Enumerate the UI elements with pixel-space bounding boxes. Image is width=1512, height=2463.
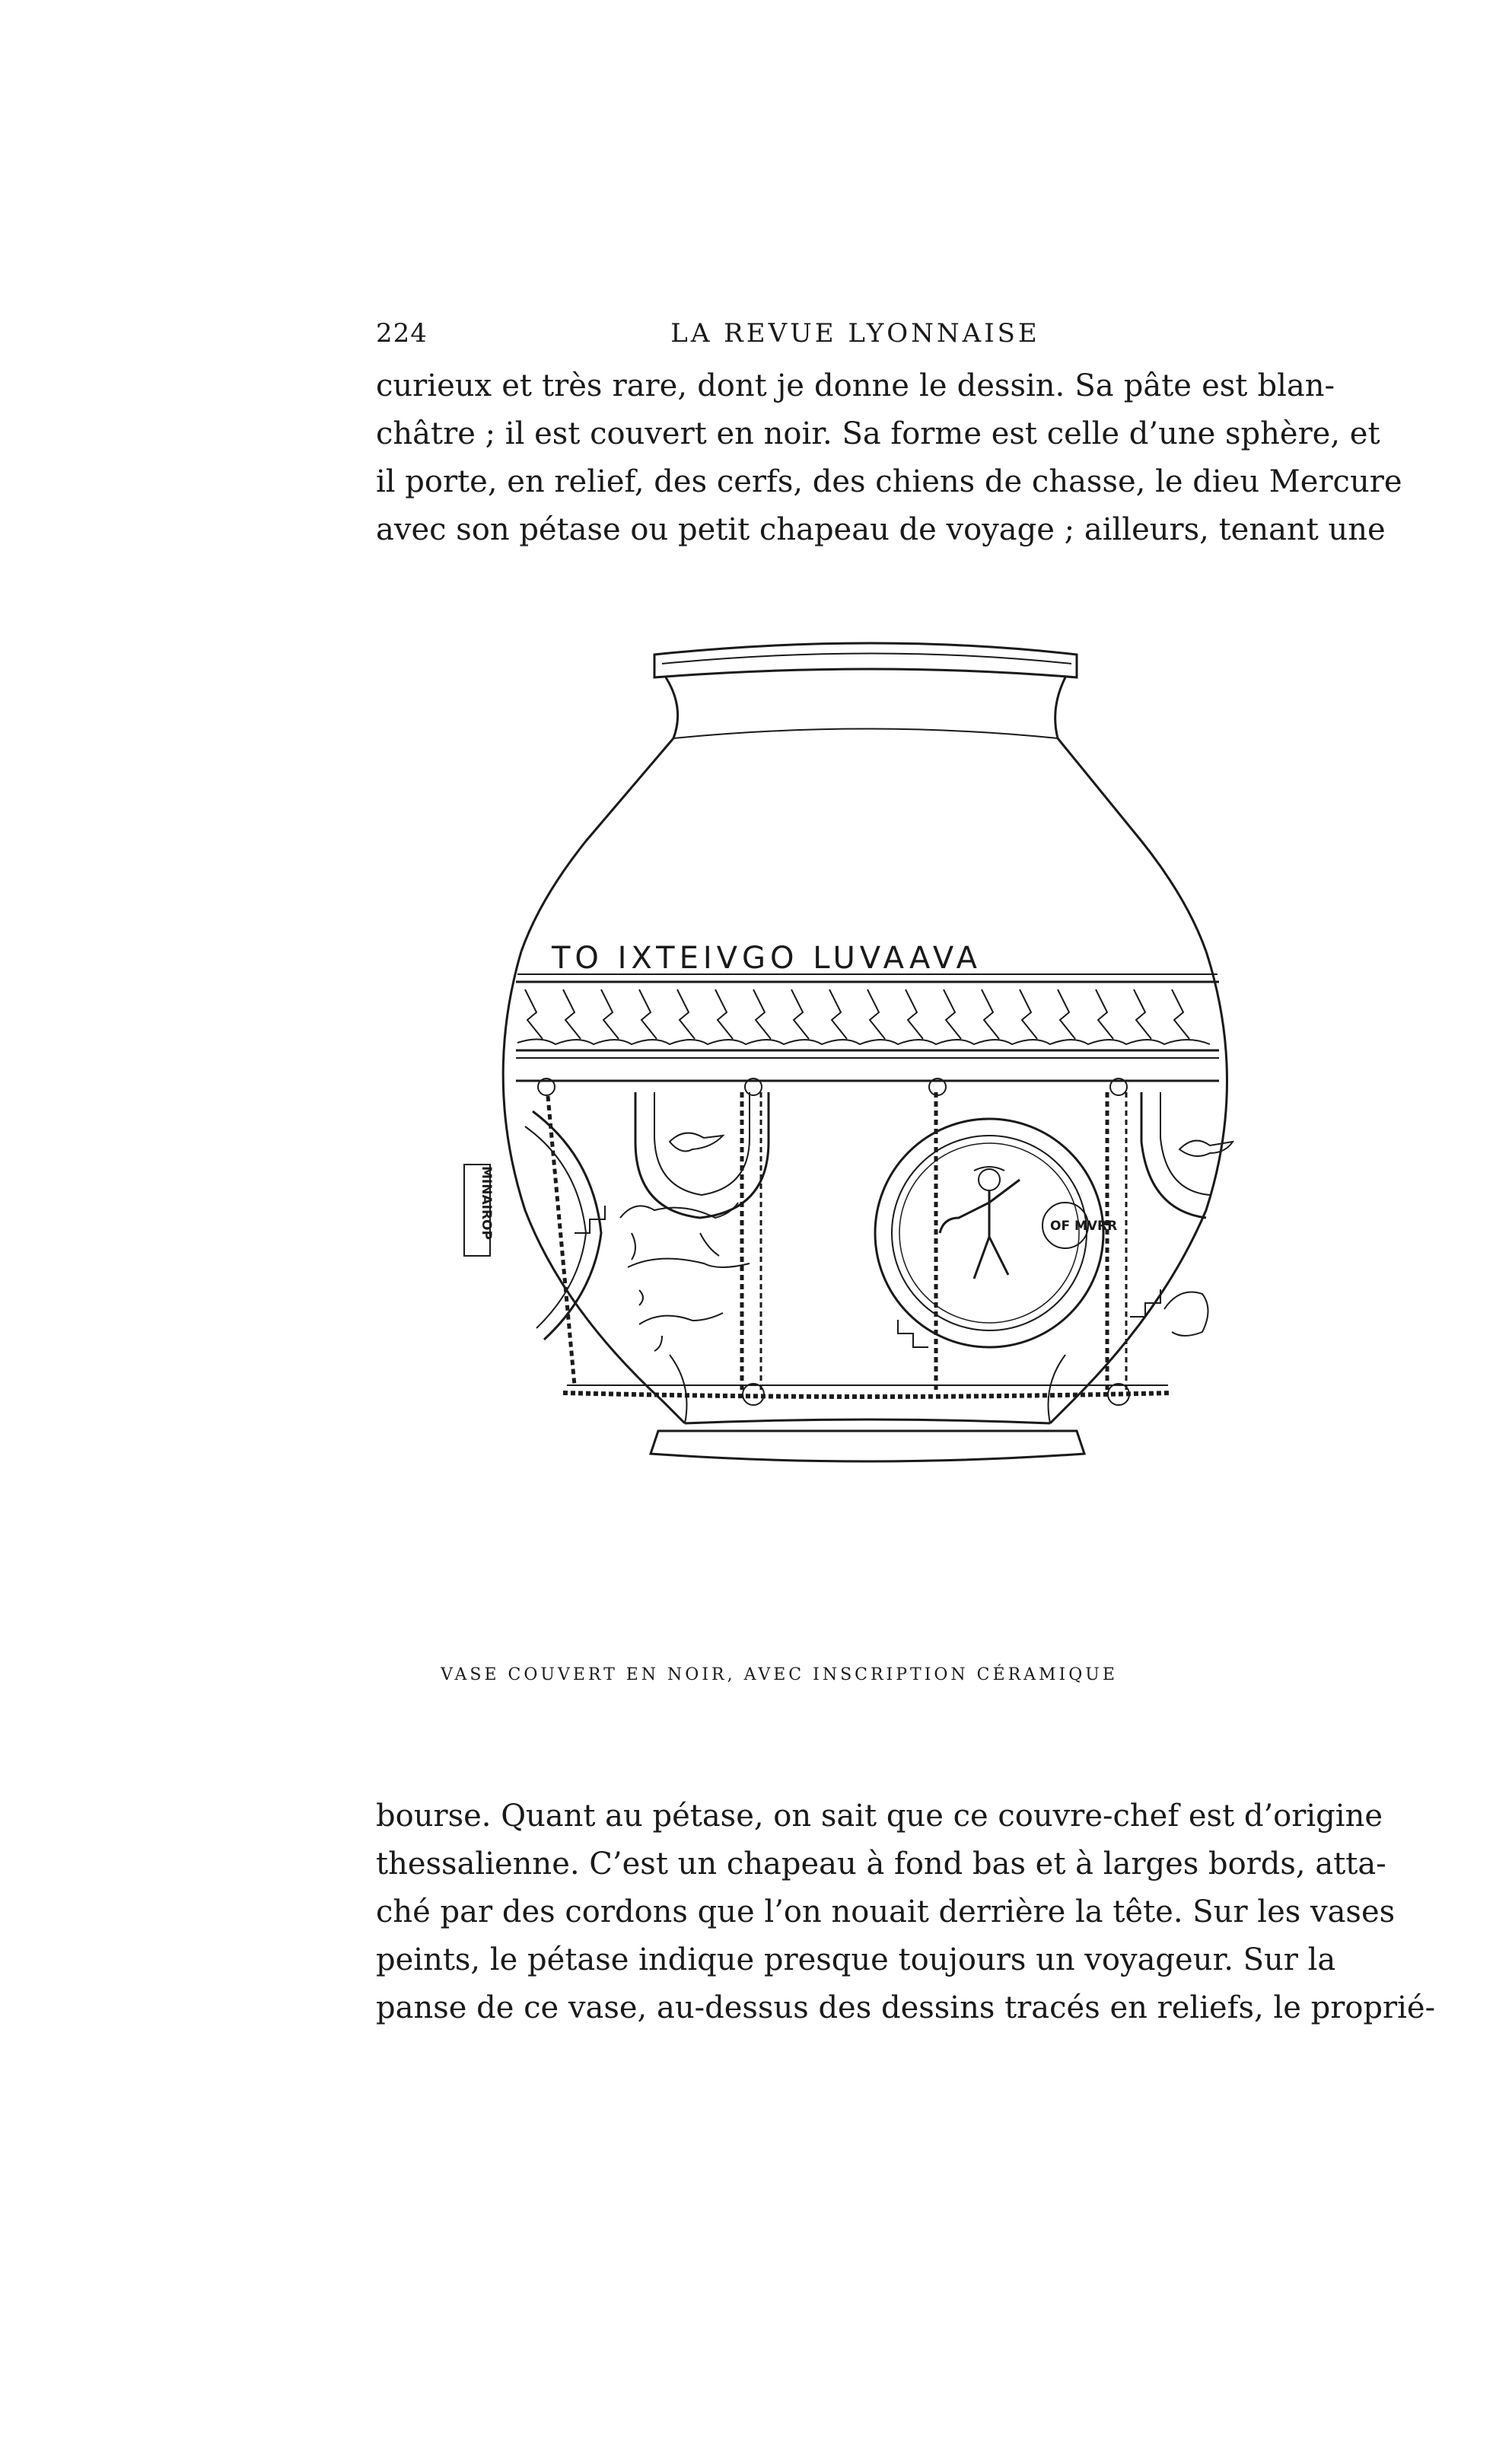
vase-drawing	[411, 624, 1324, 1629]
stamp-left: MINAIROP	[479, 1166, 494, 1240]
text-line: curieux et très rare, dont je donne le dessin. Sa pâte est blan-	[376, 368, 1335, 403]
text-line: avec son pétase ou petit chapeau de voyage ; ailleurs, tenant une	[376, 512, 1386, 547]
paragraph-bottom	[376, 1792, 1436, 2032]
text-line: bourse. Quant au pétase, on sait que ce couvre-chef est d’origine	[376, 1799, 1383, 1834]
stamp-right: OF MVRR	[1050, 1219, 1118, 1234]
text-line: il porte, en relief, des cerfs, des chiens de chasse, le dieu Mercure	[376, 464, 1402, 499]
text-line: châtre ; il est couvert en noir. Sa forme est celle d’une sphère, et	[376, 416, 1380, 451]
running-title: LA REVUE LYONNAISE	[670, 318, 1040, 349]
vase-illustration	[411, 624, 1324, 1629]
page-number: 224	[376, 318, 428, 349]
text-line: peints, le pétase indique presque toujours un voyageur. Sur la	[376, 1942, 1336, 1977]
text-line: panse de ce vase, au-dessus des dessins tracés en reliefs, le proprié-	[376, 1990, 1436, 2025]
paragraph-top	[376, 362, 1402, 554]
text-line: ché par des cordons que l’on nouait derrière la tête. Sur les vases	[376, 1894, 1396, 1929]
figure-caption: VASE COUVERT EN NOIR, AVEC INSCRIPTION CÉRAMIQUE	[441, 1665, 1118, 1684]
running-header	[376, 318, 1335, 356]
text-line: thessalienne. C’est un chapeau à fond bas et à larges bords, atta-	[376, 1846, 1386, 1882]
vase-inscription: TO IXTEIVGO LUVAAVA	[552, 941, 982, 976]
